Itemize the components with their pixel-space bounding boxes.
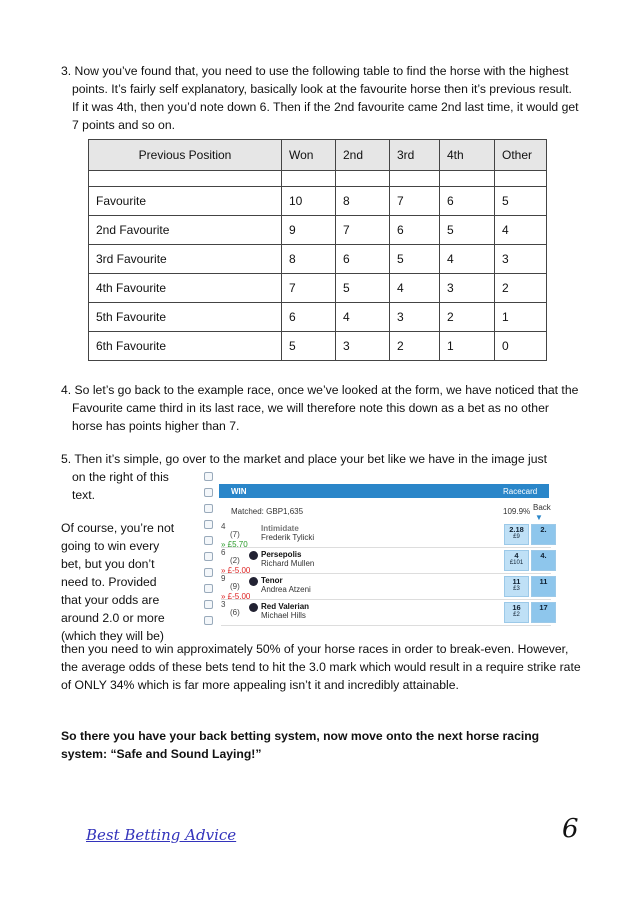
left-col-line: bet, but you don’t [61,557,155,571]
step-4-text: 4. So let’s go back to the example race, once we’ve looked at the form, we have noticed that the Favourite came third in its last race, we will therefore note this down as a bet as no other horse has points higher than 7. [61,383,579,433]
back-odds-button[interactable]: 2.18 £9 [504,524,529,545]
checkbox-icon [204,600,213,609]
runner-row [221,548,551,574]
after-image-text: then you need to win approximately 50% of your horse races in order to break-even. However, the average odds of these bets tend to hit the 3.0 mark which would result in a require strike rate of ONLY 34% which is far more appealing isn’t it and incredibly attainable. [61,642,581,692]
cell: 5 [440,216,495,245]
left-col-line: that your odds are [61,593,160,607]
cell: 4 [390,274,440,303]
cell: 5 [495,187,547,216]
left-col-line: need to. Provided [61,575,157,589]
cell: 7 [282,274,336,303]
row-label: 2nd Favourite [89,216,282,245]
cell: 6 [336,245,390,274]
checkbox-icon [204,472,213,481]
table-row [89,216,547,245]
table-row [89,274,547,303]
runner-draw: (6) [230,608,240,617]
header-won: Won [282,140,336,171]
cell: 2 [390,332,440,361]
checkbox-icon [204,488,213,497]
runner-draw: (9) [230,582,240,591]
points-table-header [89,140,547,171]
row-label: 6th Favourite [89,332,282,361]
back-label: Back [533,503,551,512]
runner-row [221,600,551,626]
racecard-label: Racecard [503,487,538,496]
header-2nd: 2nd [336,140,390,171]
cell: 4 [495,216,547,245]
table-row [89,303,547,332]
left-col-line: around 2.0 or more [61,611,165,625]
runner-number: 4 [221,522,226,531]
step-5-line-1: 5. Then it’s simple, go over to the market and place your bet like we have in the image just [61,452,547,466]
runner-jockey: Frederik Tylicki [261,533,315,542]
jockey-silks-icon [249,603,258,612]
runner-jockey: Richard Mullen [261,559,315,568]
cell: 1 [440,332,495,361]
cell: 9 [282,216,336,245]
runner-number: 6 [221,548,226,557]
checkbox-icon [204,584,213,593]
page-number: 6 [562,814,579,844]
runner-profit: » £5.70 [221,540,248,549]
cell: 2 [495,274,547,303]
cell: 3 [390,303,440,332]
points-table [88,139,547,361]
runner-row [221,574,551,600]
cell: 4 [336,303,390,332]
cell: 7 [336,216,390,245]
cell: 6 [282,303,336,332]
cell: 8 [336,187,390,216]
row-label: Favourite [89,187,282,216]
left-col-line: (which they will be) [61,629,164,643]
step-5-line-2: on the right of this [72,470,169,484]
runner-jockey: Andrea Atzeni [261,585,311,594]
best-back-odds-button[interactable]: 11 [531,576,556,597]
table-row [89,245,547,274]
left-column-text [61,519,201,645]
closing-text: So there you have your back betting system, now move onto the next horse racing system: “Safe and Sound Laying!” [61,729,540,761]
cell: 5 [282,332,336,361]
arrow-down-icon: ▼ [535,513,543,522]
checkbox-icon [204,616,213,625]
cell: 6 [390,216,440,245]
runner-name: Persepolis [261,550,302,559]
runner-draw: (7) [230,530,240,539]
checkbox-icon [204,536,213,545]
checkbox-icon [204,520,213,529]
row-label: 3rd Favourite [89,245,282,274]
best-back-odds-button[interactable]: 2. [531,524,556,545]
win-label: WIN [231,487,247,496]
header-4th: 4th [440,140,495,171]
cell: 10 [282,187,336,216]
cell: 3 [440,274,495,303]
matched-amount: Matched: GBP1,635 [231,507,304,516]
table-row [89,332,547,361]
runner-draw: (2) [230,556,240,565]
back-odds-button[interactable]: 4 £101 [504,550,529,571]
left-col-line: Of course, you’re not [61,521,175,535]
cell: 3 [336,332,390,361]
runner-number: 9 [221,574,226,583]
jockey-silks-icon [249,551,258,560]
cell: 5 [390,245,440,274]
runner-name: Red Valerian [261,602,310,611]
cell: 8 [282,245,336,274]
runner-name: Intimidate [261,524,299,533]
runner-profit: » £-5.00 [221,566,251,575]
cell: 1 [495,303,547,332]
table-row [89,187,547,216]
checkbox-icon [204,568,213,577]
cell: 2 [440,303,495,332]
checkbox-icon [204,552,213,561]
cell: 0 [495,332,547,361]
left-col-line: going to win every [61,539,160,553]
header-other: Other [495,140,547,171]
best-back-odds-button[interactable]: 4. [531,550,556,571]
header-previous-position: Previous Position [89,140,282,171]
row-label: 4th Favourite [89,274,282,303]
cell: 6 [440,187,495,216]
cell: 4 [440,245,495,274]
back-odds-button[interactable]: 11 £3 [504,576,529,597]
header-3rd: 3rd [390,140,440,171]
best-back-odds-button[interactable]: 17 [531,602,556,623]
step-3-text: 3. Now you’ve found that, you need to use the following table to find the horse with the highest points. It’s fairly self explanatory, basically look at the favourite horse then it’s previous result. If it was 4th, then you’d note down 6. Then if the 2nd favourite came 2nd last time, it would get 7 points and so on. [61,64,579,132]
runner-number: 3 [221,600,226,609]
cell: 3 [495,245,547,274]
runner-profit: » £-5.00 [221,592,251,601]
market-header [219,484,549,498]
cell: 7 [390,187,440,216]
checkbox-icon [204,504,213,513]
runner-row [221,522,551,548]
row-label: 5th Favourite [89,303,282,332]
betting-market-screenshot [197,470,551,630]
runner-jockey: Michael Hills [261,611,306,620]
step-5-line-3: text. [72,488,96,502]
footer-link[interactable]: Best Betting Advice [86,826,237,844]
book-percentage: 109.9% [503,507,531,516]
cell: 5 [336,274,390,303]
runner-name: Tenor [261,576,283,585]
back-odds-button[interactable]: 16 £2 [504,602,529,623]
jockey-silks-icon [249,577,258,586]
